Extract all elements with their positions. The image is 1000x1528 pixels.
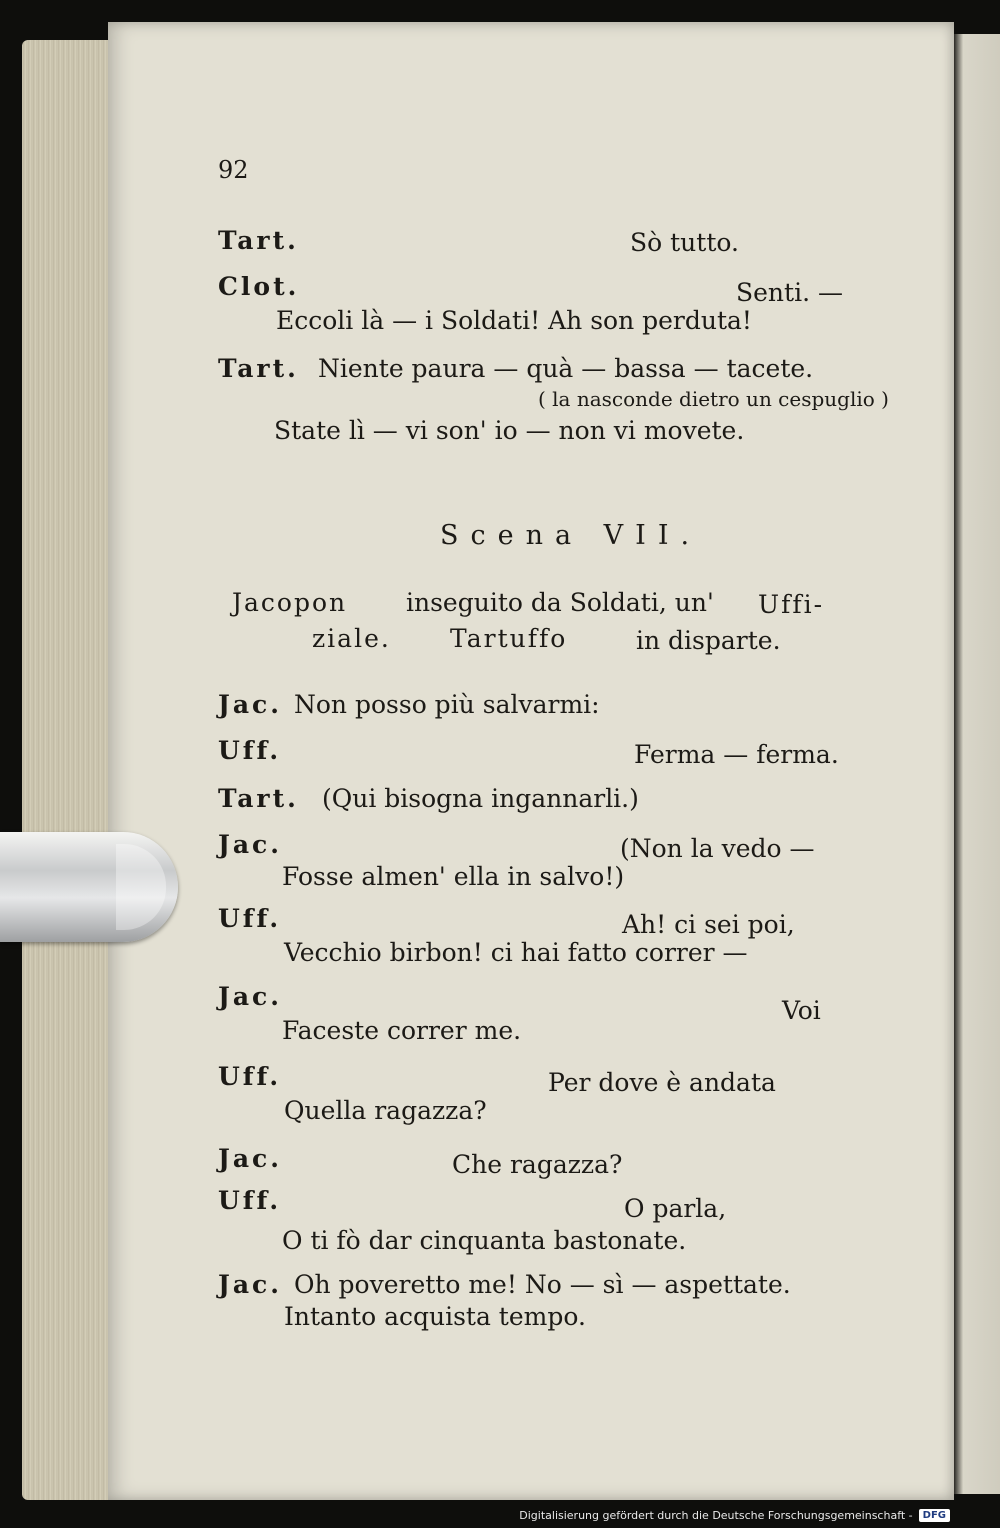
character-name: Tartuffo: [450, 624, 568, 653]
speaker-label: Uff.: [218, 904, 282, 933]
verse-line: Che ragazza?: [452, 1150, 623, 1179]
verse-line: Ah! ci sei poi,: [622, 910, 795, 939]
page-clamp: [0, 832, 178, 942]
verse-line: Quella ragazza?: [284, 1096, 487, 1125]
verse-line: Per dove è andata: [548, 1068, 776, 1097]
character-name: ziale.: [312, 624, 391, 653]
verse-line: Faceste correr me.: [282, 1016, 522, 1045]
speaker-label: Jac.: [218, 982, 282, 1011]
footer-text: Digitalisierung gefördert durch die Deutsche Forschungsgemeinschaft -: [519, 1509, 913, 1522]
verse-line: Niente paura — quà — bassa — tacete.: [318, 354, 814, 383]
speaker-label: Tart.: [218, 226, 299, 255]
verse-line: O ti fò dar cinquanta bastonate.: [282, 1226, 687, 1255]
speaker-label: Uff.: [218, 1186, 282, 1215]
facing-page-edge: [954, 34, 1000, 1494]
speaker-label: Jac.: [218, 1270, 282, 1299]
verse-line: Senti. —: [736, 278, 843, 307]
verse-line: (Qui bisogna ingannarli.): [322, 784, 639, 813]
stage-direction: ( la nasconde dietro un cespuglio ): [538, 387, 889, 411]
verse-line: Eccoli là — i Soldati! Ah son perduta!: [276, 306, 752, 335]
verse-line: Ferma — ferma.: [634, 740, 839, 769]
verse-line: Fosse almen' ella in salvo!): [282, 862, 625, 891]
character-name: Uffi-: [758, 590, 825, 619]
page-number: 92: [218, 156, 249, 184]
scene-heading: Scena VII.: [440, 520, 702, 551]
verse-line: O parla,: [624, 1194, 727, 1223]
speaker-label: Jac.: [218, 830, 282, 859]
character-name: Jacopon: [232, 588, 348, 617]
verse-line: Vecchio birbon! ci hai fatto correr —: [284, 938, 748, 967]
speaker-label: Jac.: [218, 1144, 282, 1173]
verse-line: Non posso più salvarmi:: [294, 690, 600, 719]
speaker-label: Clot.: [218, 272, 300, 301]
verse-line: Oh poveretto me! No — sì — aspettate.: [294, 1270, 791, 1299]
verse-line: Sò tutto.: [630, 228, 739, 257]
verse-line: Intanto acquista tempo.: [284, 1302, 586, 1331]
speaker-label: Uff.: [218, 1062, 282, 1091]
verse-line: Voi: [782, 996, 821, 1025]
verse-line: (Non la vedo —: [620, 834, 815, 863]
speaker-label: Tart.: [218, 354, 299, 383]
digitization-footer: [519, 1509, 950, 1522]
verse-line: State lì — vi son' io — non vi movete.: [274, 416, 745, 445]
character-description: in disparte.: [636, 626, 781, 655]
speaker-label: Jac.: [218, 690, 282, 719]
page-stack-edge: [22, 40, 122, 1500]
character-description: inseguito da Soldati, un': [406, 588, 714, 617]
speaker-label: Tart.: [218, 784, 299, 813]
speaker-label: Uff.: [218, 736, 282, 765]
dfg-logo-icon: DFG: [919, 1509, 950, 1522]
